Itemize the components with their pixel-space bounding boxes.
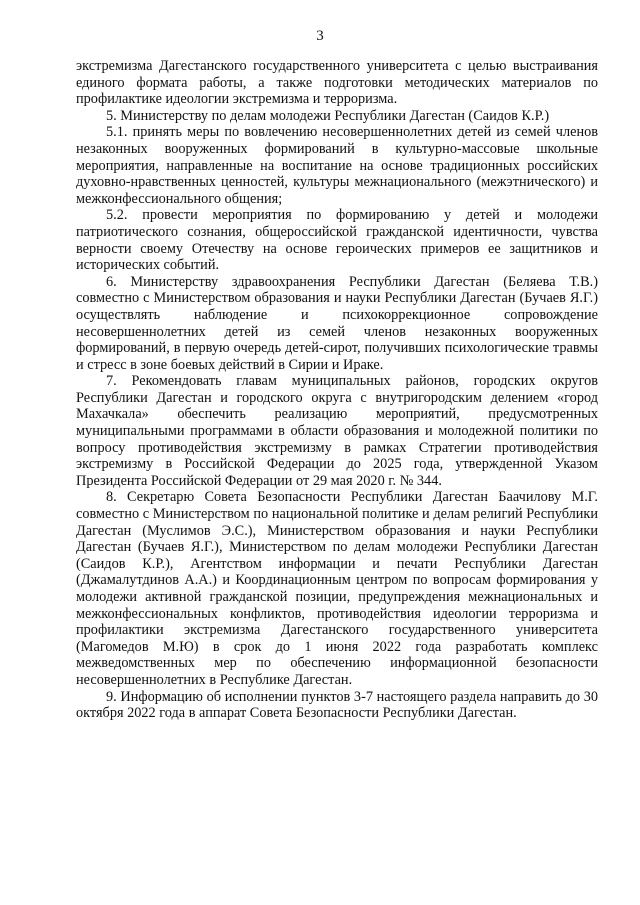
page-number: 3 bbox=[316, 28, 324, 44]
paragraph-6: 6. Министерству здравоохранения Республики Дагестан (Беляева Т.В.) совместно с Министерством образования и науки Республики Дагестан (Бучаев Я.Г.) осуществлять наблюдение и психокоррекционное сопровождение несовершеннолетних детей из семей членов незаконных вооруженных формирований, в первую очередь детей-сирот, получивших психологические травмы и стресс в зоне боевых действий в Сирии и Ираке. bbox=[76, 273, 598, 373]
paragraph-5-1: 5.1. принять меры по вовлечению несовершеннолетних детей из семей членов незаконных вооруженных формирований в культурно-массовые школьные мероприятия, направленные на воспитание на основе традиционных российских духовно-нравственных ценностей, культуры межнационального (межэтнического) и межконфессионального общения; bbox=[76, 124, 598, 207]
paragraph-continuation: экстремизма Дагестанского государственного университета с целью выстраивания единого формата работы, а также подготовки методических материалов по профилактике идеологии экстремизма и терроризма. bbox=[76, 58, 598, 108]
paragraph-8: 8. Секретарю Совета Безопасности Республики Дагестан Баачилову М.Г. совместно с Министерством по национальной политике и делам религий Республики Дагестан (Муслимов Э.С.), Министерством образования и науки Республики Дагестан (Бучаев Я.Г.), Министерством по делам молодежи Республики Дагестан (Саидов К.Р.), Агентством информации и печати Республики Дагестан (Джамалутдинов А.А.) и Координационным центром по вопросам формирования у молодежи активной гражданской позиции, предупреждения межнациональных и межконфессиональных конфликтов, противодействия идеологии терроризма и профилактики экстремизма Дагестанского государственного университета (Магомедов М.Ю) в срок до 1 июня 2022 года разработать комплекс межведомственных мер по обеспечению информационной безопасности несовершеннолетних в Республике Дагестан. bbox=[76, 489, 598, 688]
document-body bbox=[76, 58, 598, 722]
paragraph-9: 9. Информацию об исполнении пунктов 3-7 настоящего раздела направить до 30 октября 2022 года в аппарат Совета Безопасности Республики Дагестан. bbox=[76, 688, 598, 722]
paragraph-7: 7. Рекомендовать главам муниципальных районов, городских округов Республики Дагестан и городского округа с внутригородским делением «город Махачкала» обеспечить реализацию мероприятий, предусмотренных муниципальными программами в области образования и молодежной политики по вопросу противодействия экстремизму в рамках Стратегии противодействия экстремизму в Российской Федерации до 2025 года, утвержденной Указом Президента Российской Федерации от 29 мая 2020 г. № 344. bbox=[76, 373, 598, 489]
paragraph-5-2: 5.2. провести мероприятия по формированию у детей и молодежи патриотического сознания, общероссийской гражданской идентичности, чувства верности своему Отечеству на основе героических примеров ее защитников и исторических событий. bbox=[76, 207, 598, 274]
paragraph-5: 5. Министерству по делам молодежи Республики Дагестан (Саидов К.Р.) bbox=[106, 107, 550, 124]
